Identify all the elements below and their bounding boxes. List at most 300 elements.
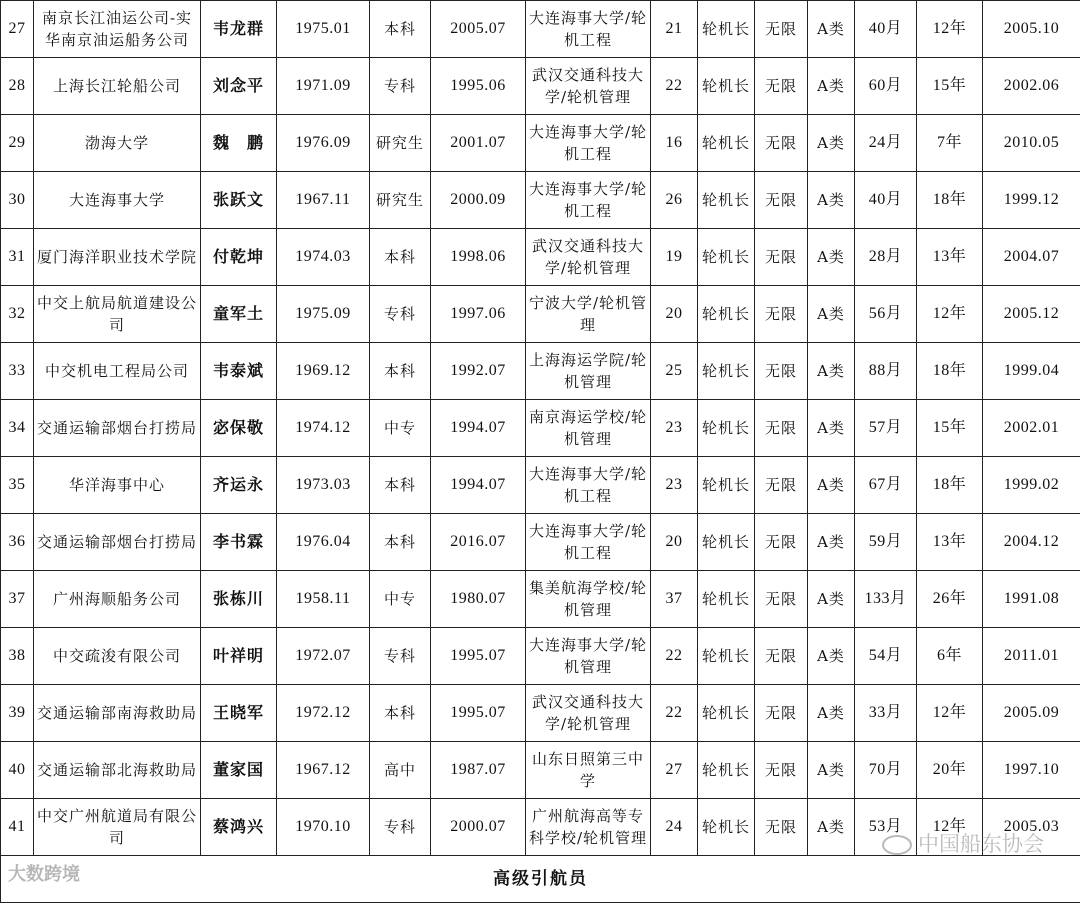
sea-years-cell <box>651 400 698 457</box>
certificate-date-cell <box>983 742 1080 799</box>
watermark-left-text: 大数跨境 <box>8 864 80 885</box>
unit-cell <box>34 799 201 856</box>
school-major-cell-text: 武汉交通科技大学/轮机管理 <box>528 64 648 108</box>
graduation-date-cell <box>431 400 526 457</box>
graduation-date-cell-text: 1995.07 <box>433 702 523 724</box>
education-cell <box>370 571 431 628</box>
navigation-area-cell-text: 无限 <box>757 702 805 724</box>
section-title: 高级引航员 <box>1 856 1080 903</box>
unit-cell <box>34 742 201 799</box>
row-number-text: 31 <box>3 246 31 268</box>
birth-date-cell <box>277 571 370 628</box>
sea-years-cell <box>651 1 698 58</box>
class-cell <box>808 115 855 172</box>
experience-years-cell-text: 18年 <box>919 474 980 496</box>
experience-years-cell <box>917 571 983 628</box>
navigation-area-cell <box>755 742 808 799</box>
unit-cell-text: 中交疏浚有限公司 <box>36 645 198 667</box>
experience-years-cell-text: 12年 <box>919 816 980 838</box>
education-cell <box>370 286 431 343</box>
table-row <box>1 400 1080 457</box>
service-months-cell-text: 40月 <box>857 189 914 211</box>
birth-date-cell-text: 1972.07 <box>279 645 367 667</box>
row-number <box>1 58 34 115</box>
graduation-date-cell <box>431 685 526 742</box>
experience-years-cell <box>917 457 983 514</box>
unit-cell <box>34 457 201 514</box>
school-major-cell-text: 武汉交通科技大学/轮机管理 <box>528 691 648 735</box>
unit-cell <box>34 115 201 172</box>
position-cell-text: 轮机长 <box>700 303 752 325</box>
unit-cell <box>34 343 201 400</box>
service-months-cell-text: 133月 <box>857 588 914 610</box>
navigation-area-cell-text: 无限 <box>757 417 805 439</box>
certificate-date-cell <box>983 571 1080 628</box>
certificate-date-cell-text: 2004.07 <box>985 246 1078 268</box>
position-cell-text: 轮机长 <box>700 132 752 154</box>
experience-years-cell-text: 18年 <box>919 360 980 382</box>
position-cell <box>698 685 755 742</box>
certificate-date-cell-text: 1999.04 <box>985 360 1078 382</box>
birth-date-cell-text: 1973.03 <box>279 474 367 496</box>
navigation-area-cell-text: 无限 <box>757 645 805 667</box>
name-cell <box>201 172 277 229</box>
service-months-cell-text: 54月 <box>857 645 914 667</box>
table-row <box>1 514 1080 571</box>
sea-years-cell <box>651 343 698 400</box>
row-number-text: 40 <box>3 759 31 781</box>
birth-date-cell-text: 1975.09 <box>279 303 367 325</box>
sea-years-cell <box>651 286 698 343</box>
name-cell <box>201 229 277 286</box>
school-major-cell-text: 广州航海高等专科学校/轮机管理 <box>528 805 648 849</box>
birth-date-cell <box>277 58 370 115</box>
school-major-cell-text: 大连海事大学/轮机工程 <box>528 121 648 165</box>
birth-date-cell-text: 1976.09 <box>279 132 367 154</box>
row-number <box>1 628 34 685</box>
table-row <box>1 172 1080 229</box>
navigation-area-cell-text: 无限 <box>757 246 805 268</box>
position-cell-text: 轮机长 <box>700 360 752 382</box>
education-cell-text: 本科 <box>372 18 428 40</box>
navigation-area-cell <box>755 1 808 58</box>
position-cell-text: 轮机长 <box>700 816 752 838</box>
navigation-area-cell-text: 无限 <box>757 303 805 325</box>
education-cell-text: 中专 <box>372 417 428 439</box>
position-cell-text: 轮机长 <box>700 246 752 268</box>
education-cell <box>370 172 431 229</box>
unit-cell-text: 华洋海事中心 <box>36 474 198 496</box>
graduation-date-cell-text: 1995.06 <box>433 75 523 97</box>
school-major-cell <box>526 457 651 514</box>
sea-years-cell-text: 27 <box>653 759 695 781</box>
experience-years-cell-text: 13年 <box>919 531 980 553</box>
row-number-text: 29 <box>3 132 31 154</box>
name-cell <box>201 799 277 856</box>
row-number <box>1 1 34 58</box>
certificate-date-cell <box>983 514 1080 571</box>
navigation-area-cell <box>755 286 808 343</box>
education-cell <box>370 628 431 685</box>
table-row <box>1 229 1080 286</box>
position-cell <box>698 514 755 571</box>
service-months-cell-text: 53月 <box>857 816 914 838</box>
certificate-date-cell-text: 2002.01 <box>985 417 1078 439</box>
class-cell <box>808 286 855 343</box>
name-cell <box>201 571 277 628</box>
graduation-date-cell <box>431 514 526 571</box>
experience-years-cell <box>917 514 983 571</box>
education-cell <box>370 115 431 172</box>
class-cell-text: A类 <box>810 360 852 382</box>
position-cell <box>698 286 755 343</box>
certificate-date-cell <box>983 1 1080 58</box>
table-row <box>1 1 1080 58</box>
experience-years-cell <box>917 343 983 400</box>
unit-cell-text: 中交上航局航道建设公司 <box>36 292 198 336</box>
section-row <box>1 856 1080 903</box>
certificate-date-cell-text: 2002.06 <box>985 75 1078 97</box>
unit-cell <box>34 400 201 457</box>
unit-cell <box>34 571 201 628</box>
class-cell-text: A类 <box>810 417 852 439</box>
school-major-cell <box>526 286 651 343</box>
position-cell-text: 轮机长 <box>700 75 752 97</box>
school-major-cell-text: 大连海事大学/轮机工程 <box>528 178 648 222</box>
position-cell <box>698 58 755 115</box>
unit-cell-text: 中交广州航道局有限公司 <box>36 805 198 849</box>
unit-cell-text: 渤海大学 <box>36 132 198 154</box>
certificate-date-cell <box>983 172 1080 229</box>
education-cell <box>370 457 431 514</box>
experience-years-cell-text: 12年 <box>919 18 980 40</box>
graduation-date-cell-text: 1987.07 <box>433 759 523 781</box>
education-cell-text: 专科 <box>372 303 428 325</box>
position-cell-text: 轮机长 <box>700 474 752 496</box>
sea-years-cell-text: 26 <box>653 189 695 211</box>
education-cell-text: 本科 <box>372 246 428 268</box>
position-cell-text: 轮机长 <box>700 645 752 667</box>
wechat-icon <box>882 835 912 855</box>
class-cell-text: A类 <box>810 645 852 667</box>
experience-years-cell <box>917 742 983 799</box>
row-number <box>1 799 34 856</box>
watermark-left <box>8 860 80 886</box>
navigation-area-cell <box>755 58 808 115</box>
education-cell-text: 研究生 <box>372 132 428 154</box>
sea-years-cell-text: 22 <box>653 75 695 97</box>
navigation-area-cell-text: 无限 <box>757 759 805 781</box>
education-cell-text: 高中 <box>372 759 428 781</box>
name-cell-text: 韦泰斌 <box>203 360 274 382</box>
experience-years-cell-text: 15年 <box>919 417 980 439</box>
sea-years-cell-text: 22 <box>653 702 695 724</box>
education-cell <box>370 685 431 742</box>
navigation-area-cell <box>755 343 808 400</box>
birth-date-cell <box>277 457 370 514</box>
certificate-date-cell <box>983 628 1080 685</box>
name-cell <box>201 742 277 799</box>
birth-date-cell-text: 1958.11 <box>279 588 367 610</box>
education-cell <box>370 343 431 400</box>
class-cell <box>808 400 855 457</box>
row-number-text: 32 <box>3 303 31 325</box>
name-cell <box>201 1 277 58</box>
class-cell-text: A类 <box>810 246 852 268</box>
school-major-cell <box>526 1 651 58</box>
service-months-cell <box>855 514 917 571</box>
service-months-cell <box>855 742 917 799</box>
unit-cell-text: 上海长江轮船公司 <box>36 75 198 97</box>
birth-date-cell <box>277 628 370 685</box>
education-cell <box>370 58 431 115</box>
graduation-date-cell-text: 1992.07 <box>433 360 523 382</box>
name-cell-text: 张跃文 <box>203 189 274 211</box>
unit-cell-text: 交通运输部烟台打捞局 <box>36 531 198 553</box>
education-cell-text: 专科 <box>372 645 428 667</box>
service-months-cell <box>855 400 917 457</box>
name-cell-text: 董家国 <box>203 759 274 781</box>
graduation-date-cell <box>431 286 526 343</box>
experience-years-cell-text: 15年 <box>919 75 980 97</box>
graduation-date-cell-text: 2000.07 <box>433 816 523 838</box>
sea-years-cell <box>651 58 698 115</box>
table-row <box>1 286 1080 343</box>
name-cell-text: 王晓军 <box>203 702 274 724</box>
education-cell <box>370 400 431 457</box>
row-number-text: 33 <box>3 360 31 382</box>
school-major-cell-text: 上海海运学院/轮机管理 <box>528 349 648 393</box>
unit-cell <box>34 514 201 571</box>
position-cell-text: 轮机长 <box>700 18 752 40</box>
unit-cell <box>34 286 201 343</box>
birth-date-cell <box>277 799 370 856</box>
unit-cell-text: 南京长江油运公司-实华南京油运船务公司 <box>36 7 198 51</box>
graduation-date-cell <box>431 172 526 229</box>
service-months-cell-text: 24月 <box>857 132 914 154</box>
school-major-cell-text: 南京海运学校/轮机管理 <box>528 406 648 450</box>
school-major-cell-text: 大连海事大学/轮机工程 <box>528 520 648 564</box>
name-cell-text: 刘念平 <box>203 75 274 97</box>
table-row <box>1 457 1080 514</box>
certificate-date-cell <box>983 115 1080 172</box>
service-months-cell-text: 70月 <box>857 759 914 781</box>
birth-date-cell <box>277 343 370 400</box>
position-cell <box>698 229 755 286</box>
school-major-cell-text: 山东日照第三中学 <box>528 748 648 792</box>
class-cell-text: A类 <box>810 702 852 724</box>
school-major-cell <box>526 628 651 685</box>
name-cell-text: 童军土 <box>203 303 274 325</box>
name-cell <box>201 115 277 172</box>
navigation-area-cell <box>755 685 808 742</box>
class-cell <box>808 514 855 571</box>
row-number <box>1 571 34 628</box>
experience-years-cell <box>917 286 983 343</box>
certificate-date-cell-text: 1999.02 <box>985 474 1078 496</box>
row-number-text: 34 <box>3 417 31 439</box>
service-months-cell <box>855 457 917 514</box>
sea-years-cell-text: 22 <box>653 645 695 667</box>
navigation-area-cell <box>755 400 808 457</box>
service-months-cell-text: 60月 <box>857 75 914 97</box>
navigation-area-cell-text: 无限 <box>757 816 805 838</box>
birth-date-cell-text: 1969.12 <box>279 360 367 382</box>
school-major-cell-text: 武汉交通科技大学/轮机管理 <box>528 235 648 279</box>
birth-date-cell <box>277 514 370 571</box>
class-cell-text: A类 <box>810 303 852 325</box>
experience-years-cell-text: 18年 <box>919 189 980 211</box>
row-number <box>1 457 34 514</box>
birth-date-cell-text: 1970.10 <box>279 816 367 838</box>
position-cell <box>698 457 755 514</box>
birth-date-cell <box>277 742 370 799</box>
service-months-cell <box>855 286 917 343</box>
birth-date-cell-text: 1974.12 <box>279 417 367 439</box>
experience-years-cell-text: 20年 <box>919 759 980 781</box>
position-cell <box>698 400 755 457</box>
name-cell <box>201 457 277 514</box>
position-cell-text: 轮机长 <box>700 702 752 724</box>
navigation-area-cell-text: 无限 <box>757 360 805 382</box>
sea-years-cell-text: 37 <box>653 588 695 610</box>
unit-cell <box>34 1 201 58</box>
name-cell <box>201 685 277 742</box>
sea-years-cell <box>651 172 698 229</box>
sea-years-cell <box>651 628 698 685</box>
experience-years-cell-text: 6年 <box>919 645 980 667</box>
education-cell-text: 本科 <box>372 360 428 382</box>
navigation-area-cell <box>755 115 808 172</box>
education-cell <box>370 742 431 799</box>
certificate-date-cell-text: 2005.03 <box>985 816 1078 838</box>
school-major-cell <box>526 229 651 286</box>
sea-years-cell-text: 23 <box>653 474 695 496</box>
sea-years-cell <box>651 229 698 286</box>
birth-date-cell-text: 1967.12 <box>279 759 367 781</box>
position-cell <box>698 343 755 400</box>
certificate-date-cell <box>983 229 1080 286</box>
experience-years-cell <box>917 229 983 286</box>
name-cell-text: 蔡鸿兴 <box>203 816 274 838</box>
education-cell-text: 研究生 <box>372 189 428 211</box>
row-number <box>1 343 34 400</box>
position-cell <box>698 172 755 229</box>
row-number-text: 30 <box>3 189 31 211</box>
name-cell-text: 李书霖 <box>203 531 274 553</box>
class-cell-text: A类 <box>810 759 852 781</box>
position-cell-text: 轮机长 <box>700 588 752 610</box>
unit-cell-text: 中交机电工程局公司 <box>36 360 198 382</box>
birth-date-cell-text: 1967.11 <box>279 189 367 211</box>
birth-date-cell <box>277 115 370 172</box>
experience-years-cell <box>917 1 983 58</box>
school-major-cell-text: 集美航海学校/轮机管理 <box>528 577 648 621</box>
position-cell-text: 轮机长 <box>700 531 752 553</box>
graduation-date-cell <box>431 571 526 628</box>
certificate-date-cell-text: 2005.12 <box>985 303 1078 325</box>
unit-cell <box>34 172 201 229</box>
name-cell-text: 齐运永 <box>203 474 274 496</box>
graduation-date-cell-text: 2001.07 <box>433 132 523 154</box>
row-number-text: 36 <box>3 531 31 553</box>
class-cell-text: A类 <box>810 816 852 838</box>
school-major-cell <box>526 799 651 856</box>
experience-years-cell <box>917 400 983 457</box>
navigation-area-cell <box>755 628 808 685</box>
birth-date-cell-text: 1972.12 <box>279 702 367 724</box>
experience-years-cell-text: 7年 <box>919 132 980 154</box>
graduation-date-cell-text: 1997.06 <box>433 303 523 325</box>
navigation-area-cell-text: 无限 <box>757 474 805 496</box>
row-number <box>1 172 34 229</box>
navigation-area-cell-text: 无限 <box>757 75 805 97</box>
row-number <box>1 286 34 343</box>
sea-years-cell <box>651 571 698 628</box>
education-cell-text: 本科 <box>372 531 428 553</box>
school-major-cell <box>526 400 651 457</box>
experience-years-cell <box>917 115 983 172</box>
watermark-right <box>882 828 1044 858</box>
position-cell <box>698 628 755 685</box>
navigation-area-cell <box>755 229 808 286</box>
graduation-date-cell-text: 2000.09 <box>433 189 523 211</box>
graduation-date-cell <box>431 628 526 685</box>
row-number <box>1 400 34 457</box>
birth-date-cell <box>277 400 370 457</box>
sea-years-cell-text: 16 <box>653 132 695 154</box>
birth-date-cell-text: 1975.01 <box>279 18 367 40</box>
certificate-date-cell <box>983 400 1080 457</box>
name-cell-text: 韦龙群 <box>203 18 274 40</box>
education-cell-text: 专科 <box>372 816 428 838</box>
service-months-cell <box>855 685 917 742</box>
sea-years-cell <box>651 115 698 172</box>
name-cell-text: 宓保敬 <box>203 417 274 439</box>
sea-years-cell-text: 19 <box>653 246 695 268</box>
school-major-cell <box>526 514 651 571</box>
certificate-date-cell-text: 2010.05 <box>985 132 1078 154</box>
service-months-cell-text: 56月 <box>857 303 914 325</box>
school-major-cell-text: 大连海事大学/轮机工程 <box>528 7 648 51</box>
service-months-cell <box>855 58 917 115</box>
position-cell <box>698 742 755 799</box>
service-months-cell <box>855 343 917 400</box>
table-row <box>1 685 1080 742</box>
navigation-area-cell <box>755 799 808 856</box>
row-number-text: 35 <box>3 474 31 496</box>
name-cell <box>201 628 277 685</box>
service-months-cell-text: 88月 <box>857 360 914 382</box>
service-months-cell-text: 57月 <box>857 417 914 439</box>
sea-years-cell <box>651 457 698 514</box>
certificate-date-cell <box>983 685 1080 742</box>
service-months-cell <box>855 1 917 58</box>
graduation-date-cell-text: 1994.07 <box>433 474 523 496</box>
row-number-text: 28 <box>3 75 31 97</box>
education-cell <box>370 229 431 286</box>
service-months-cell <box>855 115 917 172</box>
class-cell <box>808 172 855 229</box>
navigation-area-cell <box>755 571 808 628</box>
row-number-text: 27 <box>3 18 31 40</box>
school-major-cell <box>526 58 651 115</box>
class-cell-text: A类 <box>810 531 852 553</box>
row-number-text: 37 <box>3 588 31 610</box>
certificate-date-cell <box>983 343 1080 400</box>
class-cell-text: A类 <box>810 75 852 97</box>
name-cell-text: 张栋川 <box>203 588 274 610</box>
